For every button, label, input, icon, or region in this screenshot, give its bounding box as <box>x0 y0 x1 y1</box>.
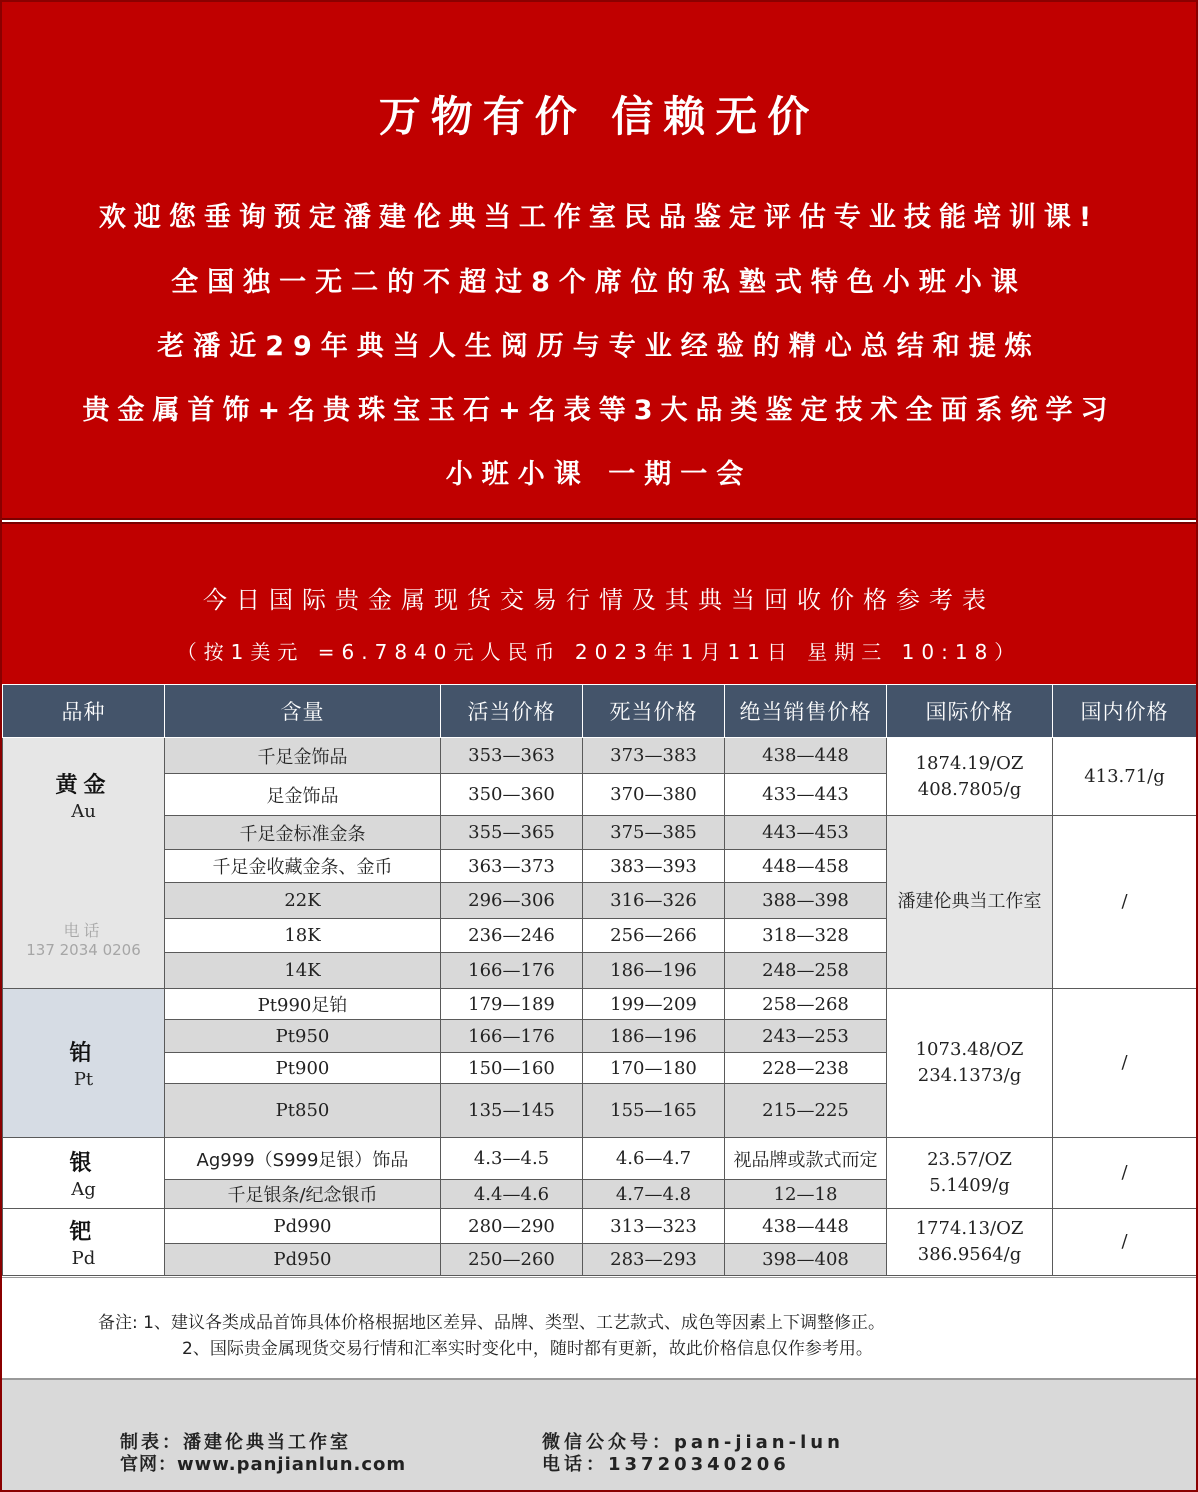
dead-price-cell: 373—383 <box>583 738 725 774</box>
note-line-1: 备注: 1、建议各类成品首饰具体价格根据地区差异、品牌、类型、工艺款式、成色等因素上下调整修正。 <box>98 1313 885 1333</box>
palladium-intl-price <box>887 1209 1053 1276</box>
promo-line-1: 欢迎您垂询预定潘建伦典当工作室民品鉴定评估专业技能培训课! <box>98 202 1100 233</box>
content-cell: Pt900 <box>165 1053 441 1084</box>
header-content: 含量 <box>165 685 441 738</box>
intl-oz: 1774.13/OZ <box>915 1218 1024 1239</box>
footer-maker: 制表：潘建伦典当工作室 <box>120 1432 351 1453</box>
dead-price-cell: 186—196 <box>583 953 725 989</box>
footer <box>2 1378 1196 1492</box>
sale-price-cell: 438—448 <box>725 738 887 774</box>
note-line-2: 2、国际贵金属现货交易行情和汇率实时变化中，随时都有更新，故此价格信息仅作参考用。 <box>182 1339 873 1359</box>
sale-price-cell: 243—253 <box>725 1020 887 1053</box>
gold-domestic-empty: / <box>1053 816 1197 989</box>
live-price-cell: 135—145 <box>441 1084 583 1138</box>
gold-intl-price <box>887 738 1053 816</box>
dead-price-cell: 313—323 <box>583 1209 725 1244</box>
phone-watermark <box>3 918 164 959</box>
promo-line-3: 老潘近29年典当人生阅历与专业经验的精心总结和提炼 <box>157 331 1041 362</box>
dead-price-cell: 375—385 <box>583 816 725 850</box>
sale-price-cell: 318—328 <box>725 919 887 953</box>
live-price-cell: 363—373 <box>441 850 583 883</box>
header-domestic-price: 国内价格 <box>1053 685 1197 738</box>
phone-label: 电话 <box>63 921 104 940</box>
content-cell: Pt850 <box>165 1084 441 1138</box>
promo-line-2: 全国独一无二的不超过8个席位的私塾式特色小班小课 <box>171 267 1027 298</box>
table-row <box>3 738 1197 774</box>
sale-price-cell: 438—448 <box>725 1209 887 1244</box>
sale-price-cell: 258—268 <box>725 989 887 1020</box>
sale-price-cell: 443—453 <box>725 816 887 850</box>
category-symbol: Pd <box>71 1248 96 1269</box>
silver-intl-price <box>887 1138 1053 1209</box>
live-price-cell: 166—176 <box>441 1020 583 1053</box>
sale-price-cell: 12—18 <box>725 1180 887 1209</box>
sale-price-cell: 448—458 <box>725 850 887 883</box>
sale-price-cell: 248—258 <box>725 953 887 989</box>
footer-wechat: 微信公众号：pan-jian-lun <box>542 1432 844 1453</box>
dead-price-cell: 370—380 <box>583 774 725 816</box>
content-cell: 18K <box>165 919 441 953</box>
sale-price-cell: 388—398 <box>725 883 887 919</box>
table-row <box>3 1209 1197 1244</box>
category-symbol: Ag <box>71 1179 96 1200</box>
exchange-rate-line: （按1美元 =6.7840元人民币 2023年1月11日 星期三 10:18） <box>176 640 1022 664</box>
live-price-cell: 350—360 <box>441 774 583 816</box>
header-intl-price: 国际价格 <box>887 685 1053 738</box>
intl-gram: 234.1373/g <box>917 1065 1022 1086</box>
sale-price-cell: 228—238 <box>725 1053 887 1084</box>
silver-domestic-price: / <box>1053 1138 1197 1209</box>
category-name: 钯 <box>69 1220 98 1245</box>
studio-watermark: 潘建伦典当工作室 <box>887 816 1053 989</box>
category-symbol: Pt <box>73 1069 94 1090</box>
intl-gram: 408.7805/g <box>917 778 1022 800</box>
promo-line-4: 贵金属首饰+名贵珠宝玉石+名表等3大品类鉴定技术全面系统学习 <box>82 395 1116 426</box>
dead-price-cell: 186—196 <box>583 1020 725 1053</box>
live-price-cell: 280—290 <box>441 1209 583 1244</box>
content-cell: 千足银条/纪念银币 <box>165 1180 441 1209</box>
live-price-cell: 4.4—4.6 <box>441 1180 583 1209</box>
sale-price-cell: 398—408 <box>725 1244 887 1276</box>
content-cell: Pt950 <box>165 1020 441 1053</box>
table-row <box>3 989 1197 1020</box>
table-header-row <box>3 685 1197 738</box>
intl-oz: 23.57/OZ <box>927 1149 1012 1170</box>
platinum-intl-price <box>887 989 1053 1138</box>
content-cell: Pd950 <box>165 1244 441 1276</box>
live-price-cell: 353—363 <box>441 738 583 774</box>
dead-price-cell: 316—326 <box>583 883 725 919</box>
category-palladium <box>3 1209 165 1276</box>
price-table <box>2 684 1197 1276</box>
content-cell: 22K <box>165 883 441 919</box>
category-silver <box>3 1138 165 1209</box>
dead-price-cell: 199—209 <box>583 989 725 1020</box>
content-cell: 千足金收藏金条、金币 <box>165 850 441 883</box>
dead-price-cell: 383—393 <box>583 850 725 883</box>
sale-price-cell: 视品牌或款式而定 <box>725 1138 887 1180</box>
gold-domestic-price: 413.71/g <box>1053 738 1197 816</box>
live-price-cell: 150—160 <box>441 1053 583 1084</box>
slogan: 万物有价 信赖无价 <box>378 92 820 141</box>
live-price-cell: 179—189 <box>441 989 583 1020</box>
content-cell: 14K <box>165 953 441 989</box>
category-platinum <box>3 989 165 1138</box>
table-title: 今日国际贵金属现货交易行情及其典当回收价格参考表 <box>203 586 995 614</box>
dead-price-cell: 256—266 <box>583 919 725 953</box>
content-cell: 足金饰品 <box>165 774 441 816</box>
content-cell: Pd990 <box>165 1209 441 1244</box>
header-dead-pawn: 死当价格 <box>583 685 725 738</box>
promo-line-5: 小班小课 一期一会 <box>445 459 753 490</box>
live-price-cell: 166—176 <box>441 953 583 989</box>
dead-price-cell: 283—293 <box>583 1244 725 1276</box>
category-name: 铂 <box>69 1041 98 1066</box>
content-cell: 千足金标准金条 <box>165 816 441 850</box>
palladium-domestic-price: / <box>1053 1209 1197 1276</box>
content-cell: Ag999（S999足银）饰品 <box>165 1138 441 1180</box>
dead-price-cell: 170—180 <box>583 1053 725 1084</box>
sale-price-cell: 433—443 <box>725 774 887 816</box>
phone-number: 137 2034 0206 <box>26 941 141 959</box>
live-price-cell: 4.3—4.5 <box>441 1138 583 1180</box>
content-cell: 千足金饰品 <box>165 738 441 774</box>
intl-gram: 386.9564/g <box>917 1244 1022 1265</box>
dead-price-cell: 155—165 <box>583 1084 725 1138</box>
intl-gram: 5.1409/g <box>929 1175 1010 1196</box>
table-row <box>3 816 1197 850</box>
category-name: 银 <box>69 1151 98 1176</box>
intl-oz: 1874.19/OZ <box>915 752 1024 774</box>
footer-phone: 电话：13720340206 <box>542 1454 790 1475</box>
dead-price-cell: 4.6—4.7 <box>583 1138 725 1180</box>
category-gold <box>3 738 165 989</box>
header-live-pawn: 活当价格 <box>441 685 583 738</box>
notes-section <box>2 1277 1196 1377</box>
sale-price-cell: 215—225 <box>725 1084 887 1138</box>
header-sale-price: 绝当销售价格 <box>725 685 887 738</box>
live-price-cell: 296—306 <box>441 883 583 919</box>
live-price-cell: 250—260 <box>441 1244 583 1276</box>
category-symbol: Au <box>71 801 96 822</box>
promo-banner <box>2 2 1196 520</box>
live-price-cell: 236—246 <box>441 919 583 953</box>
category-name: 黄金 <box>55 773 112 798</box>
table-title-band <box>2 522 1196 684</box>
table-row <box>3 1138 1197 1180</box>
live-price-cell: 355—365 <box>441 816 583 850</box>
platinum-domestic-price: / <box>1053 989 1197 1138</box>
header-category: 品种 <box>3 685 165 738</box>
content-cell: Pt990足铂 <box>165 989 441 1020</box>
footer-website: 官网：www.panjianlun.com <box>120 1454 407 1475</box>
dead-price-cell: 4.7—4.8 <box>583 1180 725 1209</box>
intl-oz: 1073.48/OZ <box>915 1039 1024 1060</box>
